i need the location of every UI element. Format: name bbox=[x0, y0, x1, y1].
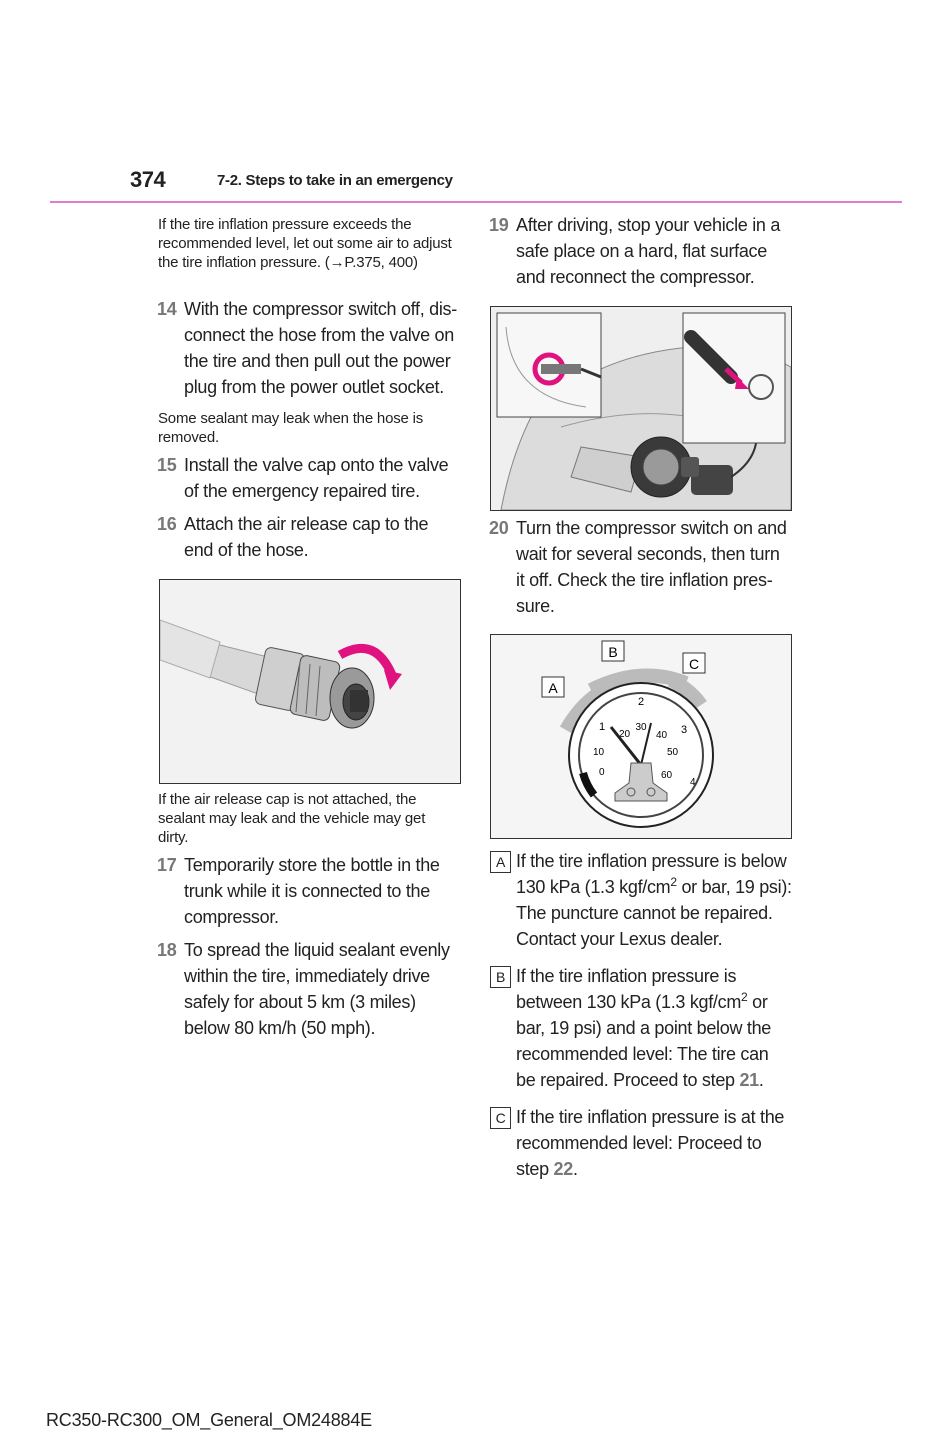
step-15 bbox=[157, 452, 457, 504]
step-18 bbox=[157, 937, 457, 1041]
section-title: 7-2. Steps to take in an emergency bbox=[217, 172, 453, 189]
step-20 bbox=[489, 515, 791, 619]
note-sealant-leak: Some sealant may leak when the hose is removed. bbox=[158, 410, 424, 446]
pressure-gauge-drawing bbox=[491, 635, 791, 838]
hose-cap-illustration bbox=[159, 579, 461, 784]
car-compressor-illustration bbox=[490, 306, 792, 511]
item-c-text-end: . bbox=[572, 1159, 578, 1179]
gauge-label-b: B bbox=[608, 644, 618, 660]
gauge-num-3: 3 bbox=[681, 724, 688, 736]
gauge-num-50: 50 bbox=[667, 747, 679, 758]
step-text: Turn the compressor switch on and wait for several seconds, then turn it off. Check the tire inflation pres-sure. bbox=[516, 518, 787, 616]
step-number: 14 bbox=[157, 299, 177, 319]
item-b-text-pre: If the tire inflation pressure is between 130 kPa (1.3 kgf/cm bbox=[516, 966, 742, 1012]
gauge-num-10: 10 bbox=[593, 747, 605, 758]
item-c bbox=[490, 1104, 792, 1184]
item-b-text-end: . bbox=[758, 1070, 764, 1090]
page-number: 374 bbox=[130, 167, 166, 192]
item-a-text-post: or bar, 19 psi): The puncture cannot be repaired. Contact your Lexus dealer. bbox=[516, 877, 792, 949]
item-b-sup: 2 bbox=[741, 990, 748, 1004]
hose-cap-drawing bbox=[160, 580, 460, 783]
item-c-text bbox=[516, 1104, 792, 1182]
gauge-label-c: C bbox=[688, 656, 700, 672]
step-16 bbox=[157, 511, 457, 563]
step-number: 17 bbox=[157, 855, 177, 875]
gauge-num-20: 20 bbox=[619, 729, 631, 740]
gauge-num-1: 1 bbox=[599, 721, 606, 733]
step-number: 16 bbox=[157, 514, 177, 534]
item-a-text bbox=[516, 848, 792, 952]
note-pressure-exceeds: If the tire inflation pressure exceeds the recommended level, let out some air to adjust the tire inflation pressure. (→P.375, 400) bbox=[158, 216, 452, 271]
gauge-num-40: 40 bbox=[656, 730, 668, 741]
pressure-gauge-illustration bbox=[490, 634, 792, 839]
note-cap-not-attached: If the air release cap is not attached, the sealant may leak and the vehicle may get dirty. bbox=[158, 791, 426, 846]
gauge-num-0: 0 bbox=[599, 767, 605, 778]
item-c-step-ref: 22 bbox=[553, 1159, 573, 1179]
step-number: 20 bbox=[489, 518, 509, 538]
gauge-num-2: 2 bbox=[637, 696, 645, 708]
step-text: After driving, stop your vehicle in a safe place on a hard, flat surface and reconnect the compressor. bbox=[516, 215, 781, 287]
car-compressor-drawing bbox=[491, 307, 791, 510]
gauge-num-30: 30 bbox=[635, 722, 647, 733]
gauge-num-4: 4 bbox=[690, 777, 696, 788]
item-b-text-post: or bar, 19 psi) and a point below the recommended level: The tire can be repaired. Proceed to step bbox=[516, 992, 771, 1090]
step-19 bbox=[489, 212, 791, 290]
step-text: Temporarily store the bottle in the trunk while it is connected to the compressor. bbox=[184, 855, 440, 927]
item-b-step-ref: 21 bbox=[739, 1070, 759, 1090]
gauge-label-a: A bbox=[548, 680, 558, 696]
item-a-sup: 2 bbox=[670, 875, 677, 889]
item-b-text bbox=[516, 963, 792, 1093]
step-text: To spread the liquid sealant evenly within the tire, immediately drive safely for about 5 km (3 miles) below 80 km/h (50 mph). bbox=[184, 940, 450, 1038]
item-c-label: C bbox=[490, 1107, 511, 1129]
item-c-text-pre: If the tire inflation pressure is at the recommended level: Proceed to step bbox=[516, 1107, 785, 1179]
item-a-label: A bbox=[490, 851, 511, 873]
item-b-label: B bbox=[490, 966, 511, 988]
step-text: Install the valve cap onto the valve of the emergency repaired tire. bbox=[184, 455, 449, 501]
step-number: 15 bbox=[157, 455, 177, 475]
gauge-num-60: 60 bbox=[661, 770, 673, 781]
step-number: 18 bbox=[157, 940, 177, 960]
header-rule bbox=[50, 201, 902, 203]
step-17 bbox=[157, 852, 457, 930]
item-a-text-pre: If the tire inflation pressure is below 130 kPa (1.3 kgf/cm bbox=[516, 851, 787, 897]
footer-doc-id: RC350-RC300_OM_General_OM24884E bbox=[46, 1410, 372, 1430]
step-text: Attach the air release cap to the end of the hose. bbox=[184, 514, 429, 560]
step-number: 19 bbox=[489, 215, 509, 235]
item-a bbox=[490, 848, 792, 956]
item-b bbox=[490, 963, 792, 1101]
step-14 bbox=[157, 296, 457, 400]
step-text: With the compressor switch off, dis-connect the hose from the valve on the tire and then pull out the power plug from the power outlet socket. bbox=[184, 299, 457, 397]
